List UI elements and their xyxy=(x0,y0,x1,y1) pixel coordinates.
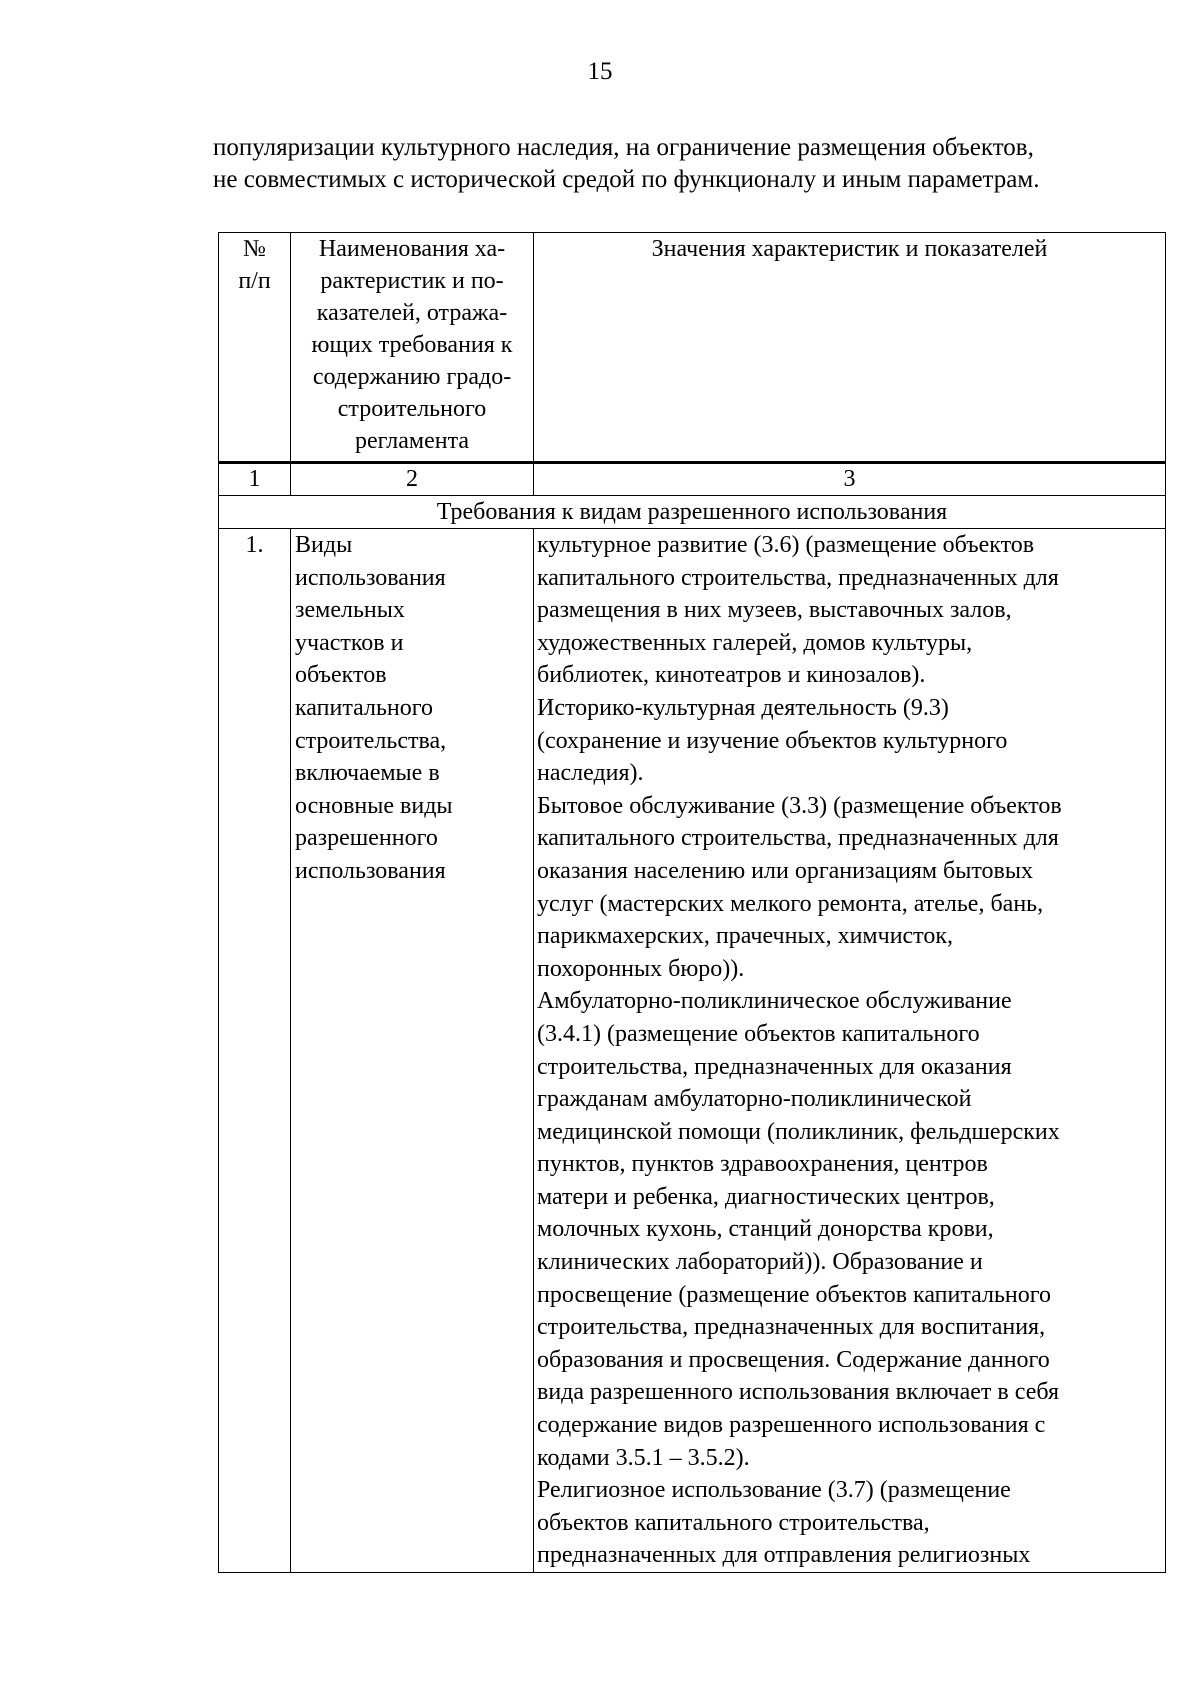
cell-line: строительства, предназначенных для воспитания, xyxy=(537,1314,1046,1341)
row-name-cell xyxy=(291,529,534,1573)
header-text: ющих требования к xyxy=(311,332,513,358)
cell-line: художественных галерей, домов культуры, xyxy=(537,629,973,656)
section-row xyxy=(219,496,1166,529)
cell-line: Бытовое обслуживание (3.3) (размещение объектов xyxy=(537,792,1062,819)
cell-line: участков и xyxy=(295,629,404,656)
table-header-row xyxy=(219,233,1166,463)
cell-line: земельных xyxy=(295,597,405,624)
cell-line: парикмахерских, прачечных, химчисток, xyxy=(537,923,954,950)
header-text: строительного xyxy=(337,396,487,422)
header-number-cell xyxy=(219,233,291,463)
header-text: Наименования ха- xyxy=(318,236,506,262)
row-number-cell: 1. xyxy=(219,529,291,1573)
cell-line: (сохранение и изучение объектов культурного xyxy=(537,727,1008,754)
cell-line: вида разрешенного использования включает в себя xyxy=(537,1379,1059,1406)
header-text: № xyxy=(243,236,266,262)
header-value-cell xyxy=(534,233,1166,463)
cell-line: похоронных бюро)). xyxy=(537,955,745,982)
cell-line: включаемые в xyxy=(295,760,440,787)
cell-line: капитального xyxy=(295,694,433,721)
page-number: 15 xyxy=(587,58,613,85)
cell-line: гражданам амбулаторно-поликлинической xyxy=(537,1086,972,1113)
cell-line: строительства, xyxy=(295,727,447,754)
regulation-table xyxy=(218,232,1166,1573)
column-number-cell: 3 xyxy=(534,463,1166,496)
cell-line: объектов капитального строительства, xyxy=(537,1509,930,1536)
cell-line: объектов xyxy=(295,662,387,689)
header-text: содержанию градо- xyxy=(312,364,512,390)
row-value-cell xyxy=(534,529,1166,1573)
cell-line: матери и ребенка, диагностических центров, xyxy=(537,1183,995,1210)
cell-line: пунктов, пунктов здравоохранения, центров xyxy=(537,1151,988,1178)
cell-line: размещения в них музеев, выставочных залов, xyxy=(537,597,1012,624)
header-text: казателей, отража- xyxy=(316,300,508,326)
cell-line: (3.4.1) (размещение объектов капитального xyxy=(537,1020,980,1047)
cell-line: капитального строительства, предназначенных для xyxy=(537,825,1059,852)
cell-line: молочных кухонь, станций донорства крови, xyxy=(537,1216,994,1243)
cell-line: оказания населению или организациям бытовых xyxy=(537,857,1034,884)
cell-line: Амбулаторно-поликлиническое обслуживание xyxy=(537,988,1012,1015)
intro-line: не совместимых с исторической средой по функционалу и иным параметрам. xyxy=(213,166,1040,193)
header-text: Значения характеристик и показателей xyxy=(651,236,1048,262)
section-title: Требования к видам разрешенного использования xyxy=(219,496,1166,529)
cell-line: капитального строительства, предназначенных для xyxy=(537,564,1059,591)
cell-line: кодами 3.5.1 – 3.5.2). xyxy=(537,1444,750,1471)
intro-paragraph xyxy=(213,132,1173,196)
cell-line: клинических лабораторий)). Образование и xyxy=(537,1249,983,1276)
cell-line: Историко-культурная деятельность (9.3) xyxy=(537,694,949,721)
cell-line: разрешенного xyxy=(295,825,438,852)
header-name-cell xyxy=(291,233,534,463)
header-text: п/п xyxy=(238,268,271,294)
cell-line: просвещение (размещение объектов капитального xyxy=(537,1281,1052,1308)
cell-line: услуг (мастерских мелкого ремонта, ателье, бань, xyxy=(537,890,1044,917)
cell-line: наследия). xyxy=(537,760,644,787)
cell-line: образования и просвещения. Содержание данного xyxy=(537,1346,1050,1373)
cell-line: строительства, предназначенных для оказания xyxy=(537,1053,1012,1080)
cell-line: использования xyxy=(295,857,446,884)
table-row xyxy=(219,529,1166,1573)
cell-line: основные виды xyxy=(295,792,453,819)
column-number-cell: 2 xyxy=(291,463,534,496)
column-number-cell: 1 xyxy=(219,463,291,496)
cell-line: использования xyxy=(295,564,446,591)
header-text: рактеристик и по- xyxy=(320,268,504,294)
cell-line: медицинской помощи (поликлиник, фельдшерских xyxy=(537,1118,1060,1145)
cell-line: Виды xyxy=(295,532,353,558)
intro-line: популяризации культурного наследия, на ограничение размещения объектов, xyxy=(213,134,1034,161)
cell-line: библиотек, кинотеатров и кинозалов). xyxy=(537,662,926,689)
column-number-row xyxy=(219,463,1166,496)
cell-line: содержание видов разрешенного использования с xyxy=(537,1412,1046,1439)
cell-line: предназначенных для отправления религиозных xyxy=(537,1542,1031,1569)
cell-line: культурное развитие (3.6) (размещение объектов xyxy=(537,532,1035,558)
header-text: регламента xyxy=(354,428,470,454)
cell-line: Религиозное использование (3.7) (размещение xyxy=(537,1477,1011,1504)
